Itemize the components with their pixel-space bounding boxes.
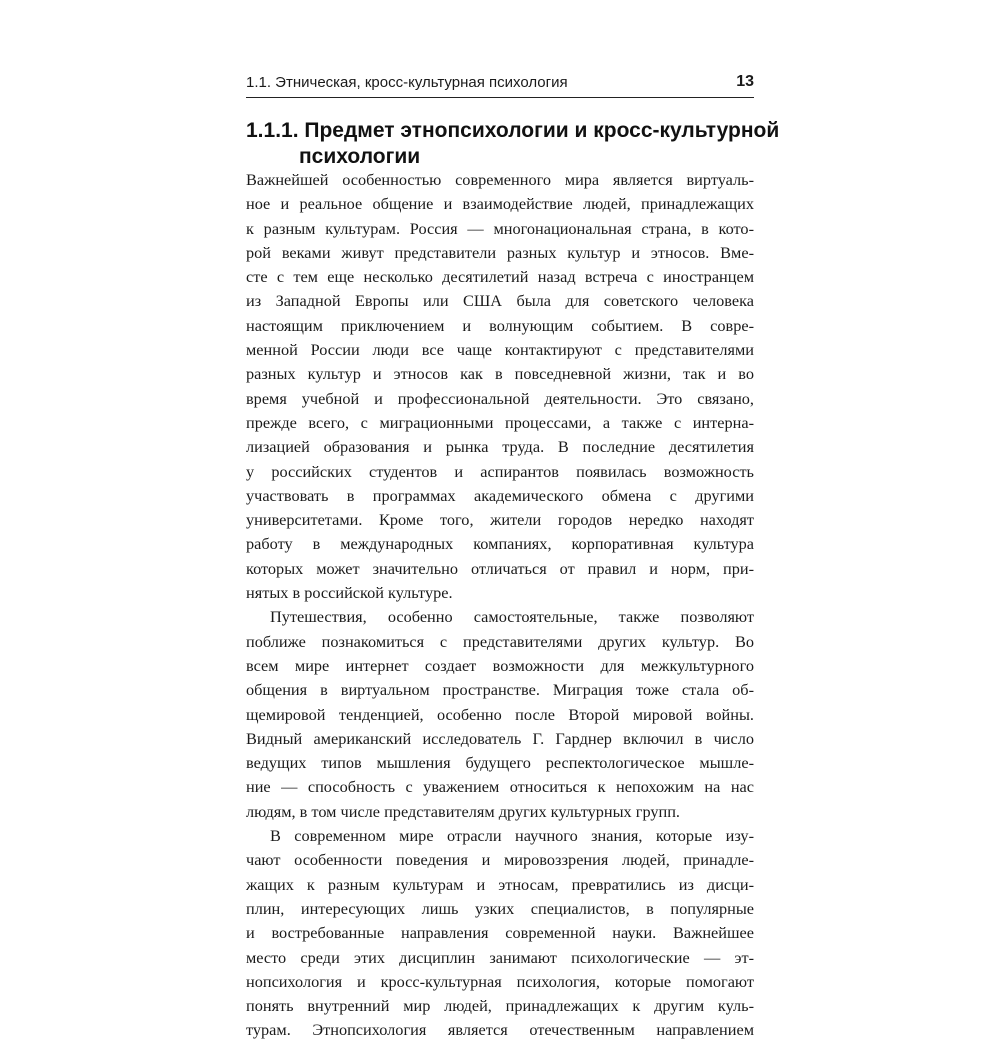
page-number: 13	[736, 73, 754, 90]
running-title: 1.1. Этническая, кросс-культурная психология	[246, 74, 568, 91]
body-text	[246, 168, 754, 1043]
text-line: нопсихология и кросс-культурная психология, которые помогают	[246, 971, 754, 991]
text-line: Видный американский исследователь Г. Гарднер включил в число	[246, 728, 754, 748]
text-line: лизацией образования и рынка труда. В последние десятилетия	[246, 437, 754, 457]
text-line: сте с тем еще несколько десятилетий назад встреча с иностранцем	[246, 267, 754, 287]
text-line: Важнейшей особенностью современного мира является виртуаль-	[246, 170, 754, 189]
text-line: щемировой тенденцией, особенно после Второй мировой войны.	[246, 704, 754, 724]
text-line: понять внутренний мир людей, принадлежащих к другим куль-	[246, 996, 754, 1016]
text-line: участвовать в программах академического обмена с другими	[246, 485, 754, 505]
text-line: всем мире интернет создает возможности для межкультурного	[246, 655, 754, 675]
text-line: ние — способность с уважением относиться к непохожим на нас	[246, 777, 754, 797]
section-heading	[246, 118, 780, 170]
text-line: людям, в том числе представителям других культурных групп.	[246, 801, 681, 821]
text-line: место среди этих дисциплин занимают психологические — эт-	[246, 947, 754, 967]
header-rule	[246, 97, 754, 98]
text-line: из Западной Европы или США была для советского человека	[246, 291, 754, 311]
text-line: к разным культурам. Россия — многонациональная страна, в кото-	[246, 218, 754, 238]
text-line: плин, интересующих лишь узких специалистов, в популярные	[246, 898, 754, 918]
text-line: общения в виртуальном пространстве. Миграция тоже стала об-	[246, 680, 754, 700]
running-head	[246, 72, 754, 96]
text-line: нятых в российской культуре.	[246, 583, 453, 603]
text-line: менной России люди все чаще контактируют с представителями	[246, 340, 754, 360]
section-heading-line-1: 1.1.1. Предмет этнопсихологии и кросс-культурной	[246, 119, 780, 142]
text-line: турам. Этнопсихология является отечественным направлением	[246, 1020, 754, 1040]
paragraph	[246, 168, 754, 605]
text-line: университетами. Кроме того, жители городов нередко находят	[246, 510, 754, 530]
text-line: чают особенности поведения и мировоззрения людей, принадле-	[246, 850, 754, 870]
text-line: прежде всего, с миграционными процессами, а также с интерна-	[246, 412, 754, 432]
text-line: жащих к разным культурам и этносам, превратились из дисци-	[246, 874, 754, 894]
text-line: настоящим приключением и волнующим событием. В совре-	[246, 315, 754, 335]
text-line: которых может значительно отличаться от правил и норм, при-	[246, 558, 754, 578]
text-line: у российских студентов и аспирантов появилась возможность	[246, 461, 754, 481]
paragraph	[246, 824, 754, 1043]
text-line: и востребованные направления современной науки. Важнейшее	[246, 923, 754, 943]
text-line: работу в международных компаниях, корпоративная культура	[246, 534, 754, 554]
paragraph	[246, 605, 754, 824]
text-line: разных культур и этносов как в повседневной жизни, так и во	[246, 364, 754, 384]
text-line: рой веками живут представители разных культур и этносов. Вме-	[246, 242, 754, 262]
text-line: ведущих типов мышления будущего респектологическое мышле-	[246, 753, 754, 773]
text-line: поближе познакомиться с представителями других культур. Во	[246, 631, 754, 651]
text-line: ное и реальное общение и взаимодействие людей, принадлежащих	[246, 194, 754, 214]
text-line: В современном мире отрасли научного знания, которые изу-	[270, 826, 754, 846]
text-line: время учебной и профессиональной деятельности. Это связано,	[246, 388, 754, 408]
text-line: Путешествия, особенно самостоятельные, также позволяют	[270, 607, 754, 627]
section-heading-line-2: психологии	[299, 145, 421, 168]
